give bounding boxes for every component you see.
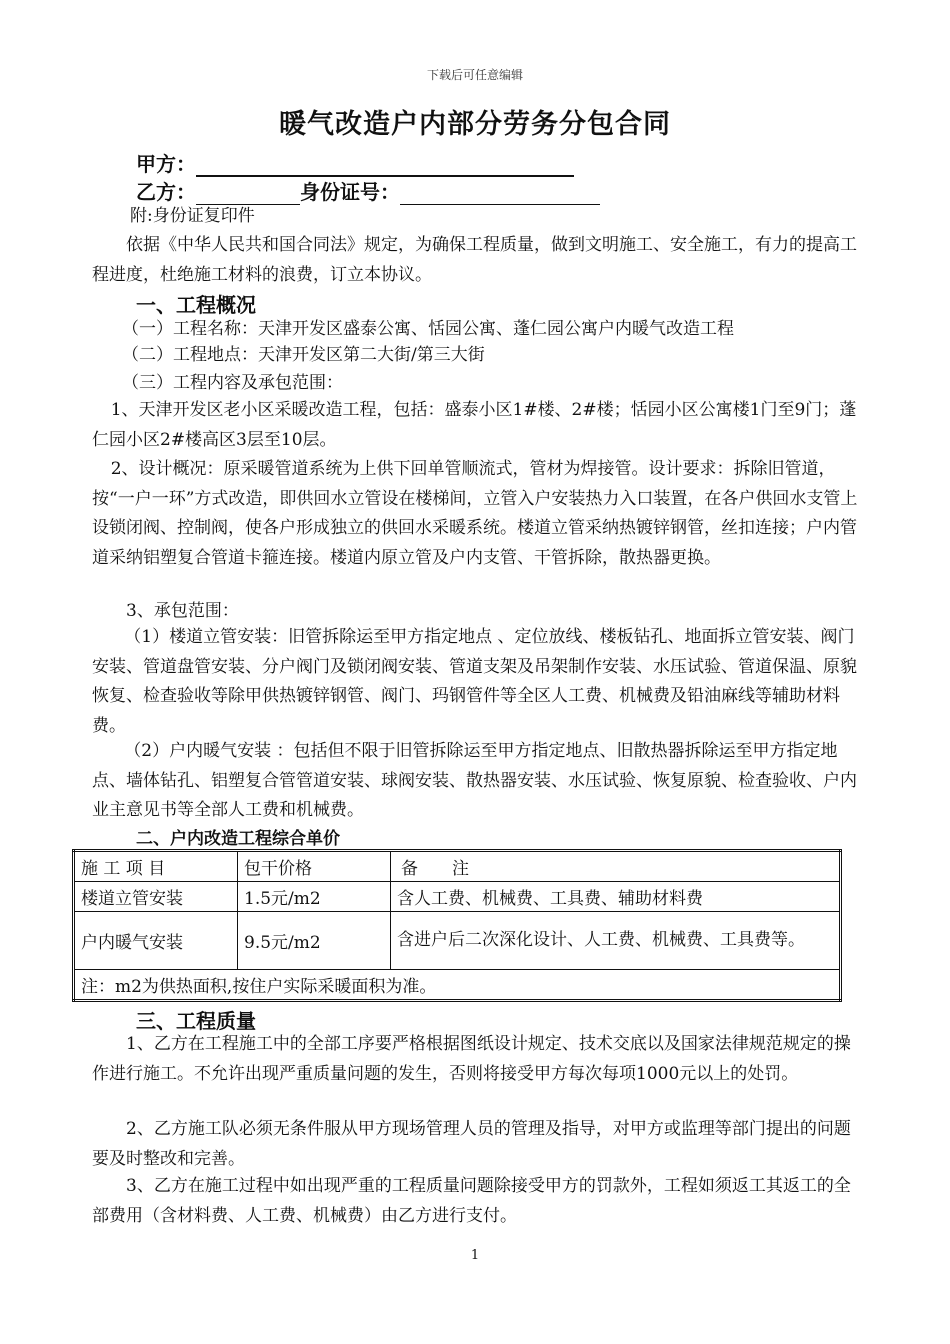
table-header-cell: 包干价格 [238, 851, 391, 882]
scope-paragraph-5: （2）户内暖气安装 ：包括但不限于旧管拆除运至甲方指定地点、旧散热器拆除运至甲方指定地点、墙体钻孔、铝塑复合管管道安装、球阀安装、散热器安装、水压试验、恢复原貌、检查验收、户内业主意见书等全部人工费和机械费。 [92, 741, 857, 821]
table-header-cell: 备 注 [391, 851, 841, 882]
table-note-row [74, 970, 841, 1001]
quality-paragraph-3: 3、乙方在施工过程中如出现严重的工程质量问题除接受甲方的罚款外，工程如须返工其返工的全部费用（含材料费、人工费、机械费）由乙方进行支付。 [92, 1176, 851, 1226]
price-table [72, 849, 842, 1002]
table-note: 注：m2为供热面积,按住户实际采暖面积为准。 [74, 970, 841, 1001]
project-scope-title: （三）工程内容及承包范围： [122, 373, 343, 393]
table-cell: 含进户后二次深化设计、人工费、机械费、工具费等。 [391, 912, 841, 970]
scope-paragraph-2: 2、设计概况：原采暖管道系统为上供下回单管顺流式，管材为焊接管。设计要求：拆除旧管道，按“一户一环”方式改造，即供回水立管设在楼梯间，立管入户安装热力入口装置，在各户供回水支管上设锁闭阀、控制阀，使各户形成独立的供回水采暖系统。楼道立管采纳热镀锌钢管，丝扣连接；户内管道采纳铝塑复合管道卡箍连接。楼道内原立管及户内支管、干管拆除，散热器更换。 [92, 459, 858, 568]
project-location: （二）工程地点：天津开发区第二大街/第三大街 [122, 345, 485, 365]
table-header-row [74, 851, 841, 882]
quality-paragraph-2: 2、乙方施工队必须无条件服从甲方现场管理人员的管理及指导，对甲方或监理等部门提出的问题要及时整改和完善。 [92, 1119, 851, 1169]
table-cell: 户内暖气安装 [74, 912, 238, 970]
party-b-label: 乙方： [136, 180, 196, 204]
section-3-heading: 三、工程质量 [136, 1009, 256, 1033]
intro-paragraph: 依据《中华人民共和国合同法》规定，为确保工程质量，做到文明施工、安全施工，有力的提高工程进度，杜绝施工材料的浪费，订立本协议。 [92, 235, 857, 285]
scope-paragraph-1: 1、天津开发区老小区采暖改造工程，包括：盛泰小区1#楼、2#楼；恬园小区公寓楼1门至9门；蓬仁园小区2#楼高区3层至10层。 [92, 400, 857, 450]
section-2-heading: 二、户内改造工程综合单价 [136, 829, 340, 849]
table-header-cell: 施 工 项 目 [74, 851, 238, 882]
table-row [74, 912, 841, 970]
section-1-heading: 一、工程概况 [136, 293, 256, 317]
party-a-label: 甲方： [136, 152, 196, 176]
quality-paragraph-1: 1、乙方在工程施工中的全部工序要严格根据图纸设计规定、技术交底以及国家法律规范规定的操作进行施工。不允许出现严重质量问题的发生，否则将接受甲方每次每项1000元以上的处罚。 [92, 1034, 851, 1084]
scope-paragraph-4: （1）楼道立管安装：旧管拆除运至甲方指定地点 、定位放线、楼板钻孔、地面拆立管安装、阀门安装、管道盘管安装、分户阀门及锁闭阀安装、管道支架及吊架制作安装、水压试验、管道保温、原貌恢复、检查验收等除甲供热镀锌钢管、阀门、玛钢管件等全区人工费、机械费及铅油麻线等辅助材料费。 [92, 627, 857, 736]
page-number: 1 [470, 1248, 480, 1263]
project-name: （一）工程名称：天津开发区盛泰公寓、恬园公寓、蓬仁园公寓户内暖气改造工程 [122, 319, 734, 339]
party-b-line [136, 176, 600, 205]
table-cell: 1.5元/m2 [238, 882, 391, 912]
attachment-note: 附:身份证复印件 [130, 206, 255, 226]
scope-paragraph-3: 3、承包范围： [126, 601, 239, 621]
page-title: 暖气改造户内部分劳务分包合同 [279, 109, 671, 140]
table-row [74, 882, 841, 912]
table-cell: 9.5元/m2 [238, 912, 391, 970]
table-cell: 楼道立管安装 [74, 882, 238, 912]
id-label: 身份证号： [300, 180, 400, 204]
header-note: 下载后可任意编辑 [426, 68, 523, 82]
party-a-blank [196, 155, 574, 177]
table-cell: 含人工费、机械费、工具费、辅助材料费 [391, 882, 841, 912]
party-a-line [136, 148, 574, 177]
